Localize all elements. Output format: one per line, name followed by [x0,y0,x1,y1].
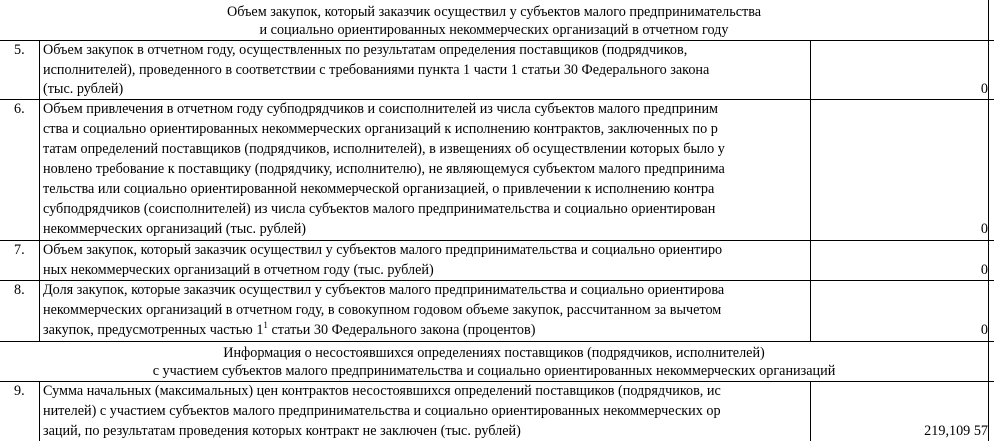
superscript: 1 [263,321,268,330]
row-number: 8. [14,282,25,298]
row-text-part: статьи 30 Федерального закона (процентов) [267,322,536,338]
row-text: субподрядчиков (соисполнителей) из числа субъектов малого предпринимательства и социально ориентирован [43,201,716,217]
row-number: 5. [14,42,25,58]
row-text: некоммерческих организаций (тыс. рублей) [43,221,307,237]
row-text: ных некоммерческих организаций в отчетном году (тыс. рублей) [43,262,434,278]
row-divider [0,341,994,342]
row-text: некоммерческих организаций в отчетном году, в совокупном годовом объеме закупок, рассчитанном за вычетом [43,302,722,318]
row-text: исполнителей), проведенного в соответствии с требованиями пункта 1 части 1 статьи 30 Федерального закона [43,62,710,78]
row-text: тельства или социально ориентированной некоммерческой организацией, о привлечении к исполнению контра [43,181,715,197]
row-number: 6. [14,101,25,117]
row-value: 0 [980,221,988,237]
row-text: Объем закупок в отчетном году, осуществленных по результатам определения поставщиков (подрядчиков, [43,42,688,58]
row-text [43,321,809,340]
row-text-part: закупок, предусмотренных частью 1 [43,322,264,338]
column-divider [39,381,40,441]
row-text: ства и социально ориентированных некоммерческих организаций к исполнению контрактов, заключенных по р [43,121,718,137]
section-title: Информация о несостоявшихся определениях поставщиков (подрядчиков, исполнителей) [223,345,765,361]
row-value: 0 [980,322,988,338]
row-value: 0 [980,262,988,278]
row-text: Объем привлечения в отчетном году субподрядчиков и соисполнителей из числа субъектов малого предприним [43,101,719,117]
row-number: 9. [14,383,25,399]
row-value: 0 [980,81,988,97]
section-title: и социально ориентированных некоммерческих организаций в отчетном году [259,22,729,38]
row-number: 7. [14,242,25,258]
row-text: новлено требование к поставщику (подрядчику, исполнителю), не являющемуся субъектом малого предпринима [43,161,725,177]
row-text: заций, по результатам проведения которых контракт не заключен (тыс. рублей) [43,423,521,439]
column-divider [810,40,811,341]
column-divider [39,40,40,341]
row-text: татам определений поставщиков (подрядчиков, исполнителей), в извещениях об осуществлении которых было у [43,141,725,157]
row-text: (тыс. рублей) [43,81,124,97]
column-divider [810,381,811,441]
row-value: 219,109 57 [924,423,988,439]
row-text: нителей) с участием субъектов малого предпринимательства и социально ориентированных некоммерческих ор [43,403,721,419]
row-text: Доля закупок, которые заказчик осуществил у субъектов малого предпринимательства и социально ориентирова [43,282,725,298]
row-text: Объем закупок, который заказчик осуществил у субъектов малого предпринимательства и социально ориентиро [43,242,723,258]
section-title: с участием субъектов малого предпринимательства и социально ориентированных некоммерческих организаций [152,363,836,379]
column-divider [988,0,989,441]
section-title: Объем закупок, который заказчик осуществил у субъектов малого предпринимательства [226,4,762,20]
row-text: Сумма начальных (максимальных) цен контрактов несостоявшихся определений поставщиков (подрядчиков, ис [43,383,721,399]
